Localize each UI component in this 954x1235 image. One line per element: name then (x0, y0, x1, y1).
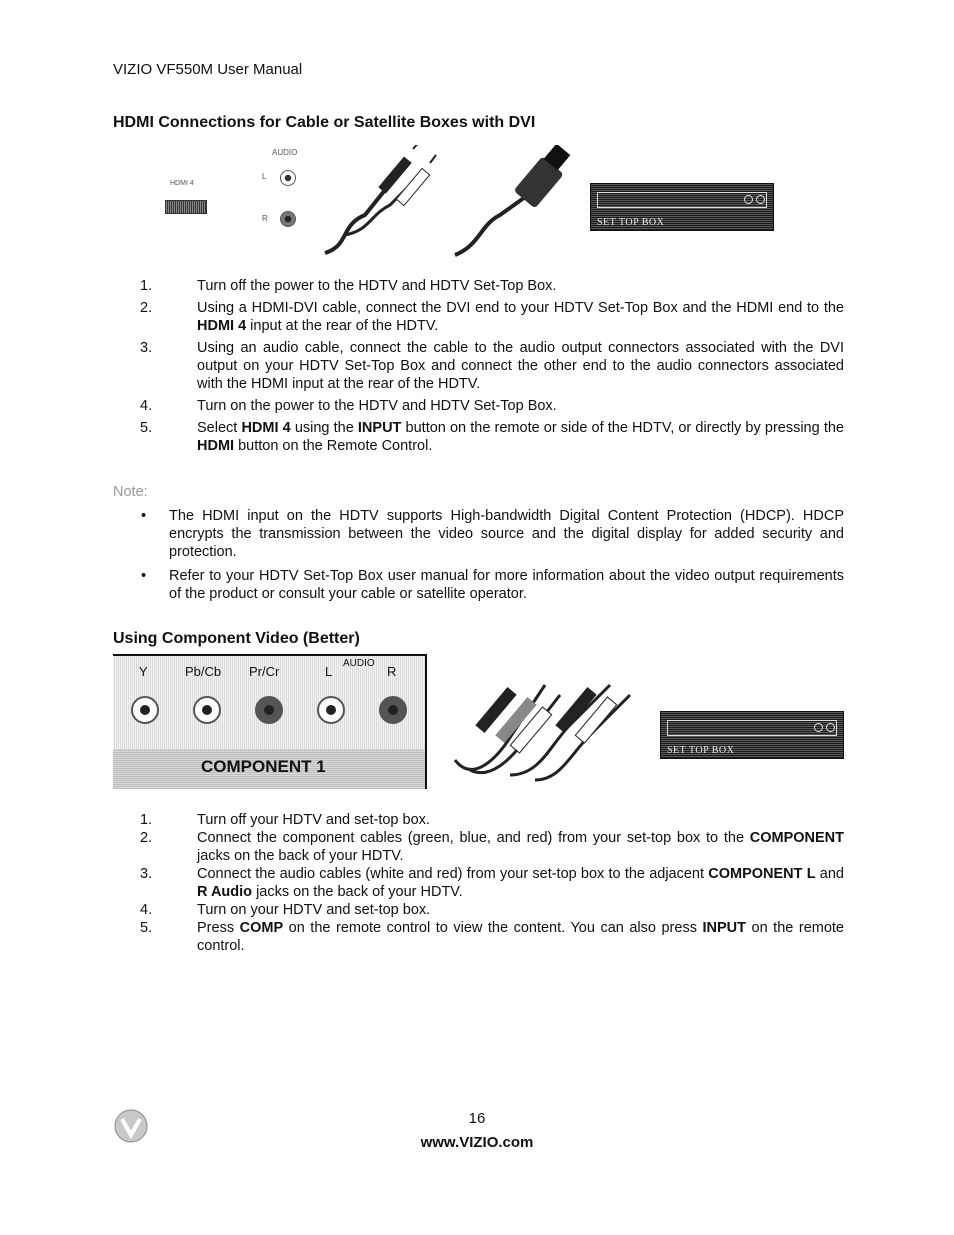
step-text: Using a HDMI-DVI cable, connect the DVI end to your HDTV Set-Top Box and the HDMI end to the HDMI 4 input at the rear of the HDTV. (197, 300, 844, 334)
step-item (113, 901, 844, 919)
step-item (113, 811, 844, 829)
section-title-hdmi-dvi: HDMI Connections for Cable or Satellite Boxes with DVI (113, 114, 536, 131)
note-bullets (113, 507, 844, 609)
step-text: Turn off the power to the HDTV and HDTV Set-Top Box. (197, 278, 557, 294)
component-cables-icon (450, 665, 650, 785)
hdmi-dvi-diagram (160, 145, 780, 257)
step-item (113, 339, 844, 393)
step-number: 4. (140, 398, 153, 414)
note-bullet-text: The HDMI input on the HDTV supports High-bandwidth Digital Content Protection (HDCP). HDCP encrypts the transmission between the video source and the digital display for added security and protection. (169, 508, 844, 560)
component-pr-jack-icon (255, 696, 283, 724)
component-r-label: R (387, 664, 397, 679)
step-text: Using an audio cable, connect the cable to the audio output connectors associated with the DVI output on your HDTV Set-Top Box and connect the other end to the audio connectors associated with the HDMI input at the rear of the HDTV. (197, 340, 844, 392)
step-item (113, 299, 844, 335)
step-text: Select HDMI 4 using the INPUT button on the remote or side of the HDTV, or directly by pressing the HDMI button on the Remote Control. (197, 420, 844, 454)
hdmi-port-icon (165, 200, 207, 214)
manual-header: VIZIO VF550M User Manual (113, 61, 303, 78)
step-number: 1. (140, 812, 153, 828)
step-number: 4. (140, 902, 153, 918)
component-audio-label: AUDIO (343, 658, 375, 669)
hdmi-steps-list (113, 277, 844, 459)
set-top-box-2-icon (660, 711, 844, 759)
note-bullet-text: Refer to your HDTV Set-Top Box user manual for more information about the video output requirements of the product or consult your cable or satellite operator. (169, 568, 844, 602)
step-number: 1. (140, 278, 153, 294)
step-text: Turn off your HDTV and set-top box. (197, 812, 430, 828)
section-title-component: Using Component Video (Better) (113, 630, 360, 647)
step-number: 2. (140, 830, 153, 846)
step-item (113, 919, 844, 955)
hdmi-port-label: HDMI 4 (170, 180, 194, 187)
step-number: 5. (140, 420, 153, 436)
set-top-box-icon (590, 183, 774, 231)
hdmi-dvi-cable-icon (450, 145, 580, 257)
rca-audio-cable-icon (320, 145, 440, 257)
footer-url-link[interactable]: www.VIZIO.com (420, 1134, 534, 1151)
step-number: 5. (140, 920, 153, 936)
step-number: 2. (140, 300, 153, 316)
component-panel-title: COMPONENT 1 (201, 757, 326, 776)
component-panel (113, 654, 427, 789)
step-number: 3. (140, 866, 153, 882)
step-item (113, 865, 844, 901)
step-text: Press COMP on the remote control to view the content. You can also press INPUT on the remote control. (197, 920, 845, 954)
audio-label: AUDIO (272, 148, 298, 157)
component-y-label: Y (139, 664, 148, 679)
component-pb-jack-icon (193, 696, 221, 724)
list-item: • Refer to your HDTV Set-Top Box user manual for more information about the video output requirements of the product or consult your cable or satellite operator. (141, 568, 844, 602)
component-l-label: L (325, 664, 333, 679)
step-item (113, 277, 844, 295)
step-item (113, 829, 844, 865)
step-text: Connect the component cables (green, blue, and red) from your set-top box to the COMPONENT jacks on the back of your HDTV. (197, 830, 844, 864)
audio-r-jack-icon (280, 211, 296, 227)
step-item (113, 419, 844, 455)
step-item (113, 397, 844, 415)
component-audio-r-jack-icon (379, 696, 407, 724)
component-pb-label: Pb/Cb (185, 664, 222, 679)
step-number: 3. (140, 340, 153, 356)
set-top-box-label: SET TOP BOX (597, 217, 665, 228)
audio-l-jack-icon (280, 170, 296, 186)
step-text: Turn on your HDTV and set-top box. (197, 902, 431, 918)
page-number: 16 (468, 1110, 486, 1127)
list-item: • The HDMI input on the HDTV supports High-bandwidth Digital Content Protection (HDCP). HDCP encrypts the transmission between the video source and the digital display for added security and protection. (141, 508, 844, 560)
audio-l-label: L (262, 172, 267, 181)
note-label: Note: (113, 484, 148, 500)
step-text: Turn on the power to the HDTV and HDTV Set-Top Box. (197, 398, 557, 414)
component-pr-label: Pr/Cr (249, 664, 280, 679)
set-top-box-label: SET TOP BOX (667, 745, 735, 756)
component-audio-l-jack-icon (317, 696, 345, 724)
step-text: Connect the audio cables (white and red) from your set-top box to the adjacent COMPONENT L and R Audio jacks on the back of your HDTV. (197, 866, 844, 900)
component-y-jack-icon (131, 696, 159, 724)
audio-r-label: R (262, 214, 268, 223)
component-steps-list (113, 811, 844, 955)
